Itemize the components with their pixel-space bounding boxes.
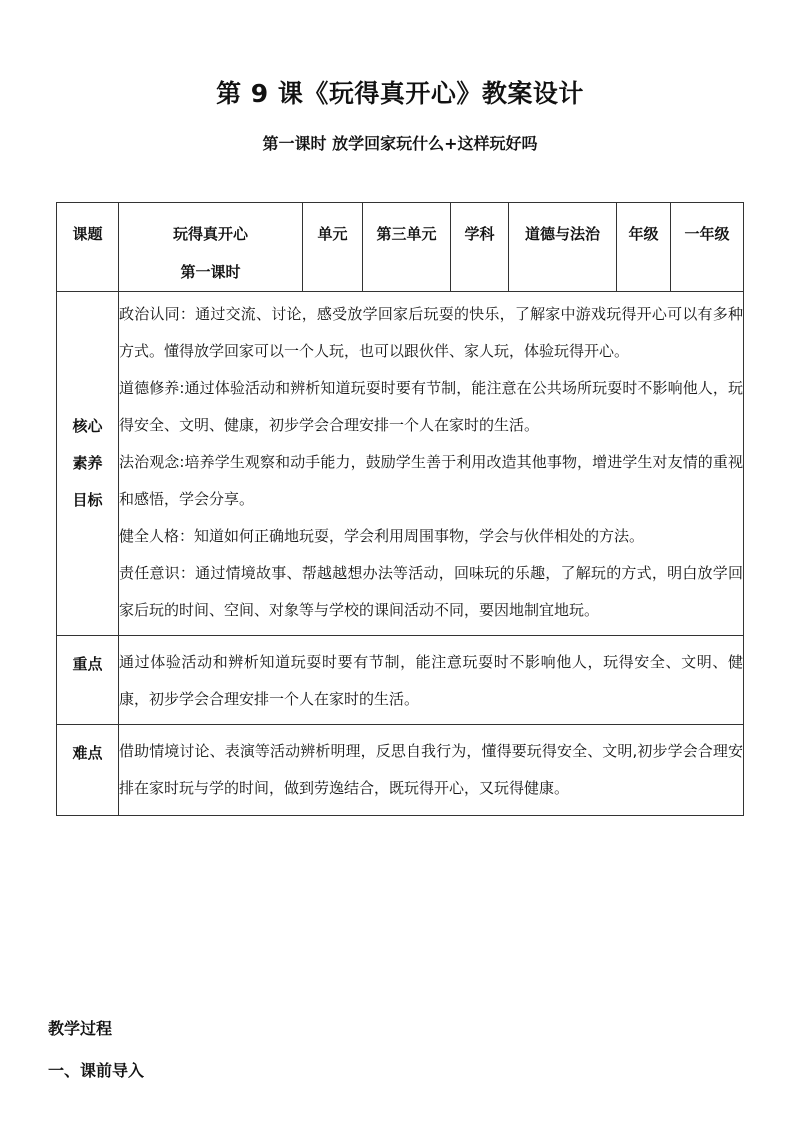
subject-value: 道德与法治 <box>524 225 600 243</box>
process-heading: 教学过程 <box>48 1019 113 1038</box>
unit-value: 第三单元 <box>376 225 437 243</box>
goals-row <box>57 292 744 636</box>
section-heading-intro: 一、课前导入 <box>48 1061 145 1080</box>
difficulty-row <box>57 725 744 816</box>
subject-label: 学科 <box>464 225 495 243</box>
goals-label-line3: 目标 <box>72 491 103 509</box>
lesson-subtitle: 第一课时 放学回家玩什么+这样玩好吗 <box>262 134 538 153</box>
goal-responsibility: 责任意识：通过情境故事、帮越越想办法等活动，回味玩的乐趣，了解玩的方式，明白放学回家后玩的时间、空间、对象等与学校的课间活动不同，要因地制宜地玩。 <box>119 564 743 619</box>
unit-label: 单元 <box>317 225 348 243</box>
topic-label: 课题 <box>72 225 103 243</box>
difficulty-text: 借助情境讨论、表演等活动辨析明理，反思自我行为，懂得要玩得安全、文明,初步学会合理安排在家时玩与学的时间，做到劳逸结合，既玩得开心，又玩得健康。 <box>119 725 744 816</box>
goal-legal: 法治观念:培养学生观察和动手能力，鼓励学生善于利用改造其他事物，增进学生对友情的重视和感悟，学会分享。 <box>119 453 743 508</box>
goals-label-line1: 核心 <box>72 417 103 435</box>
grade-label: 年级 <box>628 225 659 243</box>
key-point-label: 重点 <box>57 636 119 725</box>
topic-value-line2: 第一课时 <box>180 263 241 281</box>
header-row <box>57 203 744 292</box>
goal-political: 政治认同：通过交流、讨论，感受放学回家后玩耍的快乐，了解家中游戏玩得开心可以有多种方式。懂得放学回家可以一个人玩，也可以跟伙伴、家人玩，体验玩得开心。 <box>119 305 743 360</box>
key-point-text: 通过体验活动和辨析知道玩耍时要有节制，能注意玩耍时不影响他人，玩得安全、文明、健康，初步学会合理安排一个人在家时的生活。 <box>119 636 744 725</box>
key-point-row <box>57 636 744 725</box>
goals-label <box>57 292 119 636</box>
topic-value-line1: 玩得真开心 <box>172 225 248 243</box>
topic-value <box>119 203 302 291</box>
document-title: 第 9 课《玩得真开心》教案设计 <box>216 79 584 108</box>
goals-content <box>119 292 744 636</box>
difficulty-label: 难点 <box>57 725 119 816</box>
goal-moral: 道德修养:通过体验活动和辨析知道玩耍时要有节制，能注意在公共场所玩耍时不影响他人，玩得安全、文明、健康，初步学会合理安排一个人在家时的生活。 <box>119 379 743 434</box>
lesson-plan-table <box>56 202 744 816</box>
goal-personality: 健全人格：知道如何正确地玩耍，学会利用周围事物，学会与伙伴相处的方法。 <box>119 527 645 545</box>
grade-value: 一年级 <box>684 225 730 243</box>
goals-label-line2: 素养 <box>72 454 103 472</box>
